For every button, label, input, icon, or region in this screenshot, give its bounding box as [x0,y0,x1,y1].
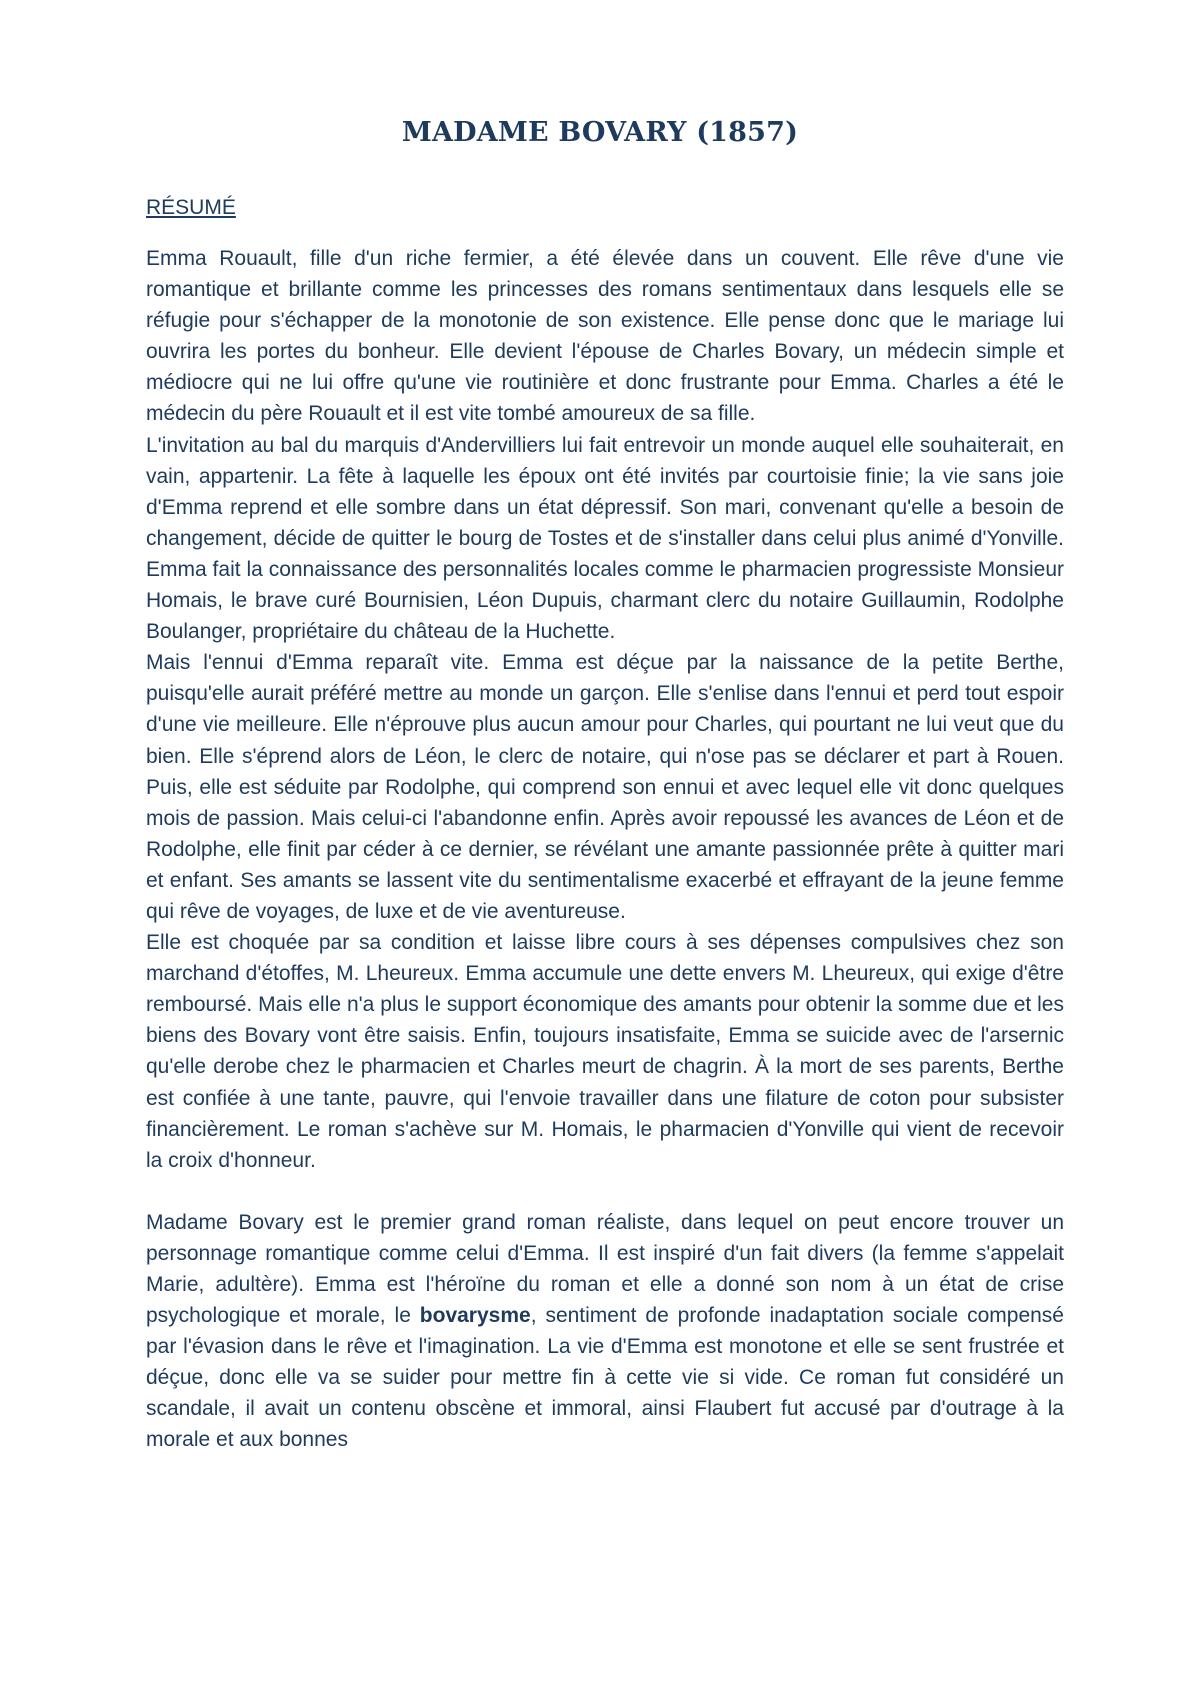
document-title: MADAME BOVARY (1857) [401,117,799,148]
analysis-text-before: Madame Bovary est le premier grand roman réaliste, dans lequel on peut encore trouver un personnage romantique comme celui d'Emma. Il est inspiré d'un fait divers (la femme s'appelait Marie, adultère). Emma est l'héroïne du roman et elle a donné son nom à un état de crise psychologique et morale, le [146,1210,1064,1328]
document-body [146,243,1064,1456]
paragraph: Mais l'ennui d'Emma reparaît vite. Emma est déçue par la naissance de la petite Berthe, puisqu'elle aurait préféré mettre au monde un garçon. Elle s'enlise dans l'ennui et perd tout espoir d'une vie meilleure. Elle n'éprouve plus aucun amour pour Charles, qui pourtant ne lui veut que du bien. Elle s'éprend alors de Léon, le clerc de notaire, qui n'ose pas se déclarer et part à Rouen. Puis, elle est séduite par Rodolphe, qui comprend son ennui et avec lequel elle vit donc quelques mois de passion. Mais celui-ci l'abandonne enfin. Après avoir repoussé les avances de Léon et de Rodolphe, elle finit par céder à ce dernier, se révélant une amante passionnée prête à quitter mari et enfant. Ses amants se lassent vite du sentimentalisme exacerbé et effrayant de la jeune femme qui rêve de voyages, de luxe et de vie aventureuse. [146,651,1064,923]
section-heading-resume: RÉSUMÉ [146,196,236,219]
paragraph: Emma Rouault, fille d'un riche fermier, a été élevée dans un couvent. Elle rêve d'une vie romantique et brillante comme les princesses des romans sentimentaux dans lesquels elle se réfugie pour s'échapper de la monotonie de son existence. Elle pense donc que le mariage lui ouvrira les portes du bonheur. Elle devient l'épouse de Charles Bovary, un médecin simple et médiocre qui ne lui offre qu'une vie routinière et donc frustrante pour Emma. Charles a été le médecin du père Rouault et il est vite tombé amoureux de sa fille. [146,247,1064,426]
paragraph: Elle est choquée par sa condition et laisse libre cours à ses dépenses compulsives chez son marchand d'étoffes, M. Lheureux. Emma accumule une dette envers M. Lheureux, qui exige d'être remboursé. Mais elle n'a plus le support économique des amants pour obtenir la somme due et les biens des Bovary vont être saisis. Enfin, toujours insatisfaite, Emma se suicide avec de l'arsernic qu'elle derobe chez le pharmacien et Charles meurt de chagrin. À la mort de ses parents, Berthe est confiée à une tante, pauvre, qui l'envoie travailler dans une filature de coton pour subsister financièrement. Le roman s'achève sur M. Homais, le pharmacien d'Yonville qui vient de recevoir la croix d'honneur. [146,931,1064,1172]
bovarysme-term: bovarysme [419,1304,531,1328]
paragraph: L'invitation au bal du marquis d'Andervilliers lui fait entrevoir un monde auquel elle souhaiterait, en vain, appartenir. La fête à laquelle les époux ont été invités par courtoisie finie; la vie sans joie d'Emma reprend et elle sombre dans un état dépressif. Son mari, convenant qu'elle a besoin de changement, décide de quitter le bourg de Tostes et de s'installer dans celui plus animé d'Yonville. Emma fait la connaissance des personnalités locales comme le pharmacien progressiste Monsieur Homais, le brave curé Bournisien, Léon Dupuis, charmant clerc du notaire Guillaumin, Rodolphe Boulanger, propriétaire du château de la Huchette. [146,433,1064,644]
analysis-paragraph [146,1207,1064,1456]
analysis-text-after: , sentiment de profonde inadaptation sociale compensé par l'évasion dans le rêve et l'imagination. La vie d'Emma est monotone et elle se sent frustrée et déçue, donc elle va se suider pour mettre fin à cette vie si vide. Ce roman fut considéré un scandale, il avait un contenu obscène et immoral, ainsi Flaubert fut accusé par d'outrage à la morale et aux bonnes [146,1304,1064,1452]
